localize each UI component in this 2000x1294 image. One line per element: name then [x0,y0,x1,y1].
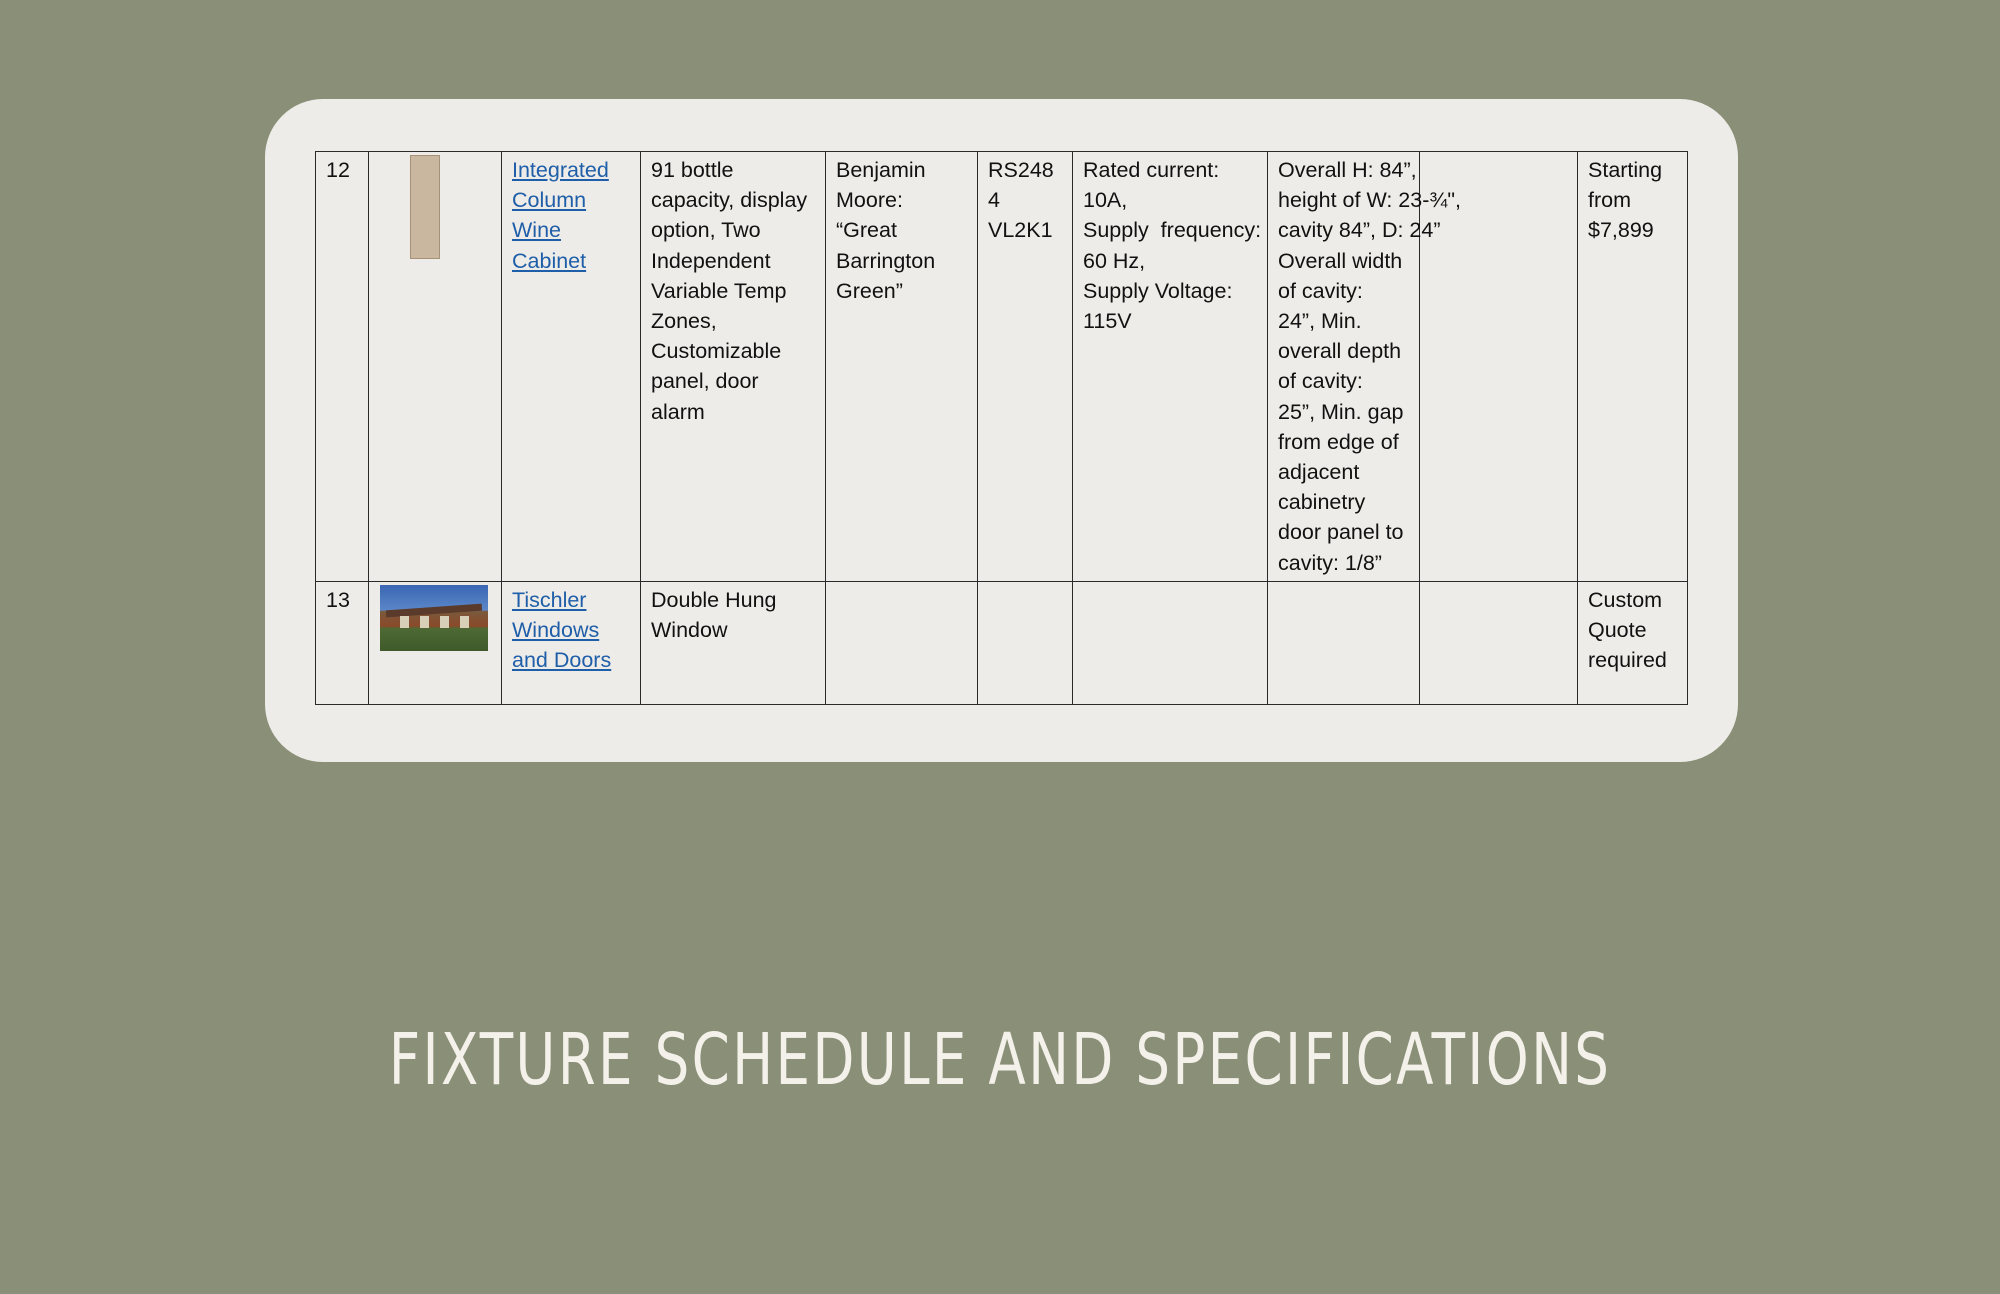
notes-cell [1420,152,1578,582]
item-number: 12 [316,152,369,582]
dimensions-cell: Overall H: 84”, height of W: 23-¾", cavity 84”, D: 24” Overall width of cavity: 24”, Min. overall depth of cavity: 25”, Min. gap from edge of adjacent cabinetry door panel to cavity: 1/8” [1268,152,1420,582]
finish-cell: Benjamin Moore: “Great Barrington Green” [826,152,978,582]
product-link[interactable]: Tischler Windows and Doors [512,588,612,673]
description-cell: 91 bottle capacity, display option, Two Independent Variable Temp Zones, Customizable panel, door alarm [641,152,826,582]
item-number: 13 [316,582,369,705]
model-cell: RS248 4 VL2K1 [978,152,1073,582]
product-link-cell [502,582,641,705]
product-link[interactable]: Integrated Column Wine Cabinet [512,158,609,273]
dimensions-cell [1268,582,1420,705]
description-cell: Double Hung Window [641,582,826,705]
model-cell [978,582,1073,705]
fixture-schedule-table [315,151,1688,705]
electrical-cell [1073,582,1268,705]
product-link-cell [502,152,641,582]
house-window-thumbnail [380,585,488,651]
table-row [316,152,1688,582]
notes-cell [1420,582,1578,705]
finish-cell [826,582,978,705]
table-row [316,582,1688,705]
product-image-cell [369,582,502,705]
page-title: FIXTURE SCHEDULE AND SPECIFICATIONS [388,1018,1612,1101]
product-image-cell [369,152,502,582]
schedule-card [265,99,1738,762]
price-cell: Custom Quote required [1578,582,1688,705]
price-cell: Starting from $7,899 [1578,152,1688,582]
wine-cabinet-thumbnail [410,155,440,259]
electrical-cell: Rated current: 10A, Supply frequency: 60 Hz, Supply Voltage: 115V [1073,152,1268,582]
